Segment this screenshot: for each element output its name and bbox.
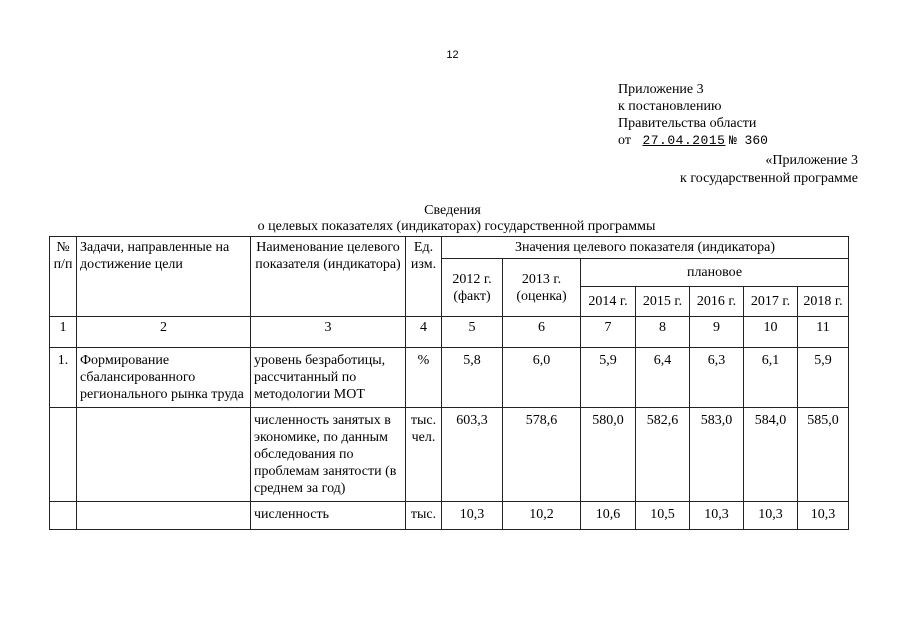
header-year-2015: 2015 г. (636, 287, 690, 317)
value-2017: 584,0 (744, 408, 798, 502)
column-number: 1 (50, 317, 77, 348)
appendix2-block (680, 152, 858, 188)
column-number: 6 (503, 317, 581, 348)
value-2015: 6,4 (636, 348, 690, 408)
row-num (50, 408, 77, 502)
column-number: 2 (77, 317, 251, 348)
table-row (50, 502, 849, 530)
indicators-table (49, 236, 849, 530)
row-num: 1. (50, 348, 77, 408)
appendix-order-line (618, 132, 768, 149)
header-year-2018: 2018 г. (798, 287, 849, 317)
order-number: № 360 (728, 133, 768, 148)
appendix-line-2: к постановлению (618, 99, 722, 114)
appendix-line-3: Правительства области (618, 116, 757, 131)
header-unit: Ед. изм. (406, 237, 442, 317)
column-number: 8 (636, 317, 690, 348)
header-year-2014: 2014 г. (581, 287, 636, 317)
column-number: 11 (798, 317, 849, 348)
header-values: Значения целевого показателя (индикатора) (442, 237, 849, 259)
column-number: 5 (442, 317, 503, 348)
value-2018: 5,9 (798, 348, 849, 408)
row-task: Формирование сбалансированного регионального рынка труда (77, 348, 251, 408)
value-2012: 10,3 (442, 502, 503, 530)
row-task (77, 408, 251, 502)
page-number: 12 (446, 49, 459, 61)
header-tasks: Задачи, направленные на достижение цели (77, 237, 251, 317)
row-unit: тыс. чел. (406, 408, 442, 502)
header-num: № п/п (50, 237, 77, 317)
header-year-2017: 2017 г. (744, 287, 798, 317)
value-2015: 582,6 (636, 408, 690, 502)
row-task (77, 502, 251, 530)
row-indicator-name: численность занятых в экономике, по данным обследования по проблемам занятости (в среднем за год) (251, 408, 406, 502)
header-row-1 (50, 237, 849, 259)
column-numbers-row (50, 317, 849, 348)
value-2014: 10,6 (581, 502, 636, 530)
value-2013: 578,6 (503, 408, 581, 502)
heading-subtitle: о целевых показателях (индикаторах) государственной программы (257, 219, 656, 234)
value-2016: 10,3 (690, 502, 744, 530)
value-2016: 583,0 (690, 408, 744, 502)
value-2012: 603,3 (442, 408, 503, 502)
order-date: 27.04.2015 (642, 133, 726, 148)
column-number: 7 (581, 317, 636, 348)
column-number: 4 (406, 317, 442, 348)
appendix2-line-1: «Приложение 3 (765, 153, 858, 168)
table-row (50, 408, 849, 502)
column-number: 3 (251, 317, 406, 348)
value-2018: 10,3 (798, 502, 849, 530)
column-number: 9 (690, 317, 744, 348)
row-num (50, 502, 77, 530)
from-label: от (618, 133, 631, 148)
value-2018: 585,0 (798, 408, 849, 502)
header-planned: плановое (581, 259, 849, 287)
appendix-line-1: Приложение 3 (618, 82, 704, 97)
header-2012: 2012 г. (факт) (442, 259, 503, 317)
header-year-2016: 2016 г. (690, 287, 744, 317)
row-indicator-name: уровень безработицы, рассчитанный по методологии МОТ (251, 348, 406, 408)
value-2012: 5,8 (442, 348, 503, 408)
row-unit: % (406, 348, 442, 408)
table-row (50, 348, 849, 408)
header-2013: 2013 г. (оценка) (503, 259, 581, 317)
value-2015: 10,5 (636, 502, 690, 530)
appendix-block (618, 81, 768, 149)
appendix2-line-2: к государственной программе (680, 171, 858, 186)
value-2014: 580,0 (581, 408, 636, 502)
value-2017: 10,3 (744, 502, 798, 530)
header-name: Наименование целевого показателя (индикатора) (251, 237, 406, 317)
value-2017: 6,1 (744, 348, 798, 408)
row-unit: тыс. (406, 502, 442, 530)
heading-title: Сведения (424, 203, 481, 218)
value-2013: 6,0 (503, 348, 581, 408)
document-heading (0, 203, 905, 235)
column-number: 10 (744, 317, 798, 348)
value-2013: 10,2 (503, 502, 581, 530)
value-2014: 5,9 (581, 348, 636, 408)
value-2016: 6,3 (690, 348, 744, 408)
row-indicator-name: численность (251, 502, 406, 530)
